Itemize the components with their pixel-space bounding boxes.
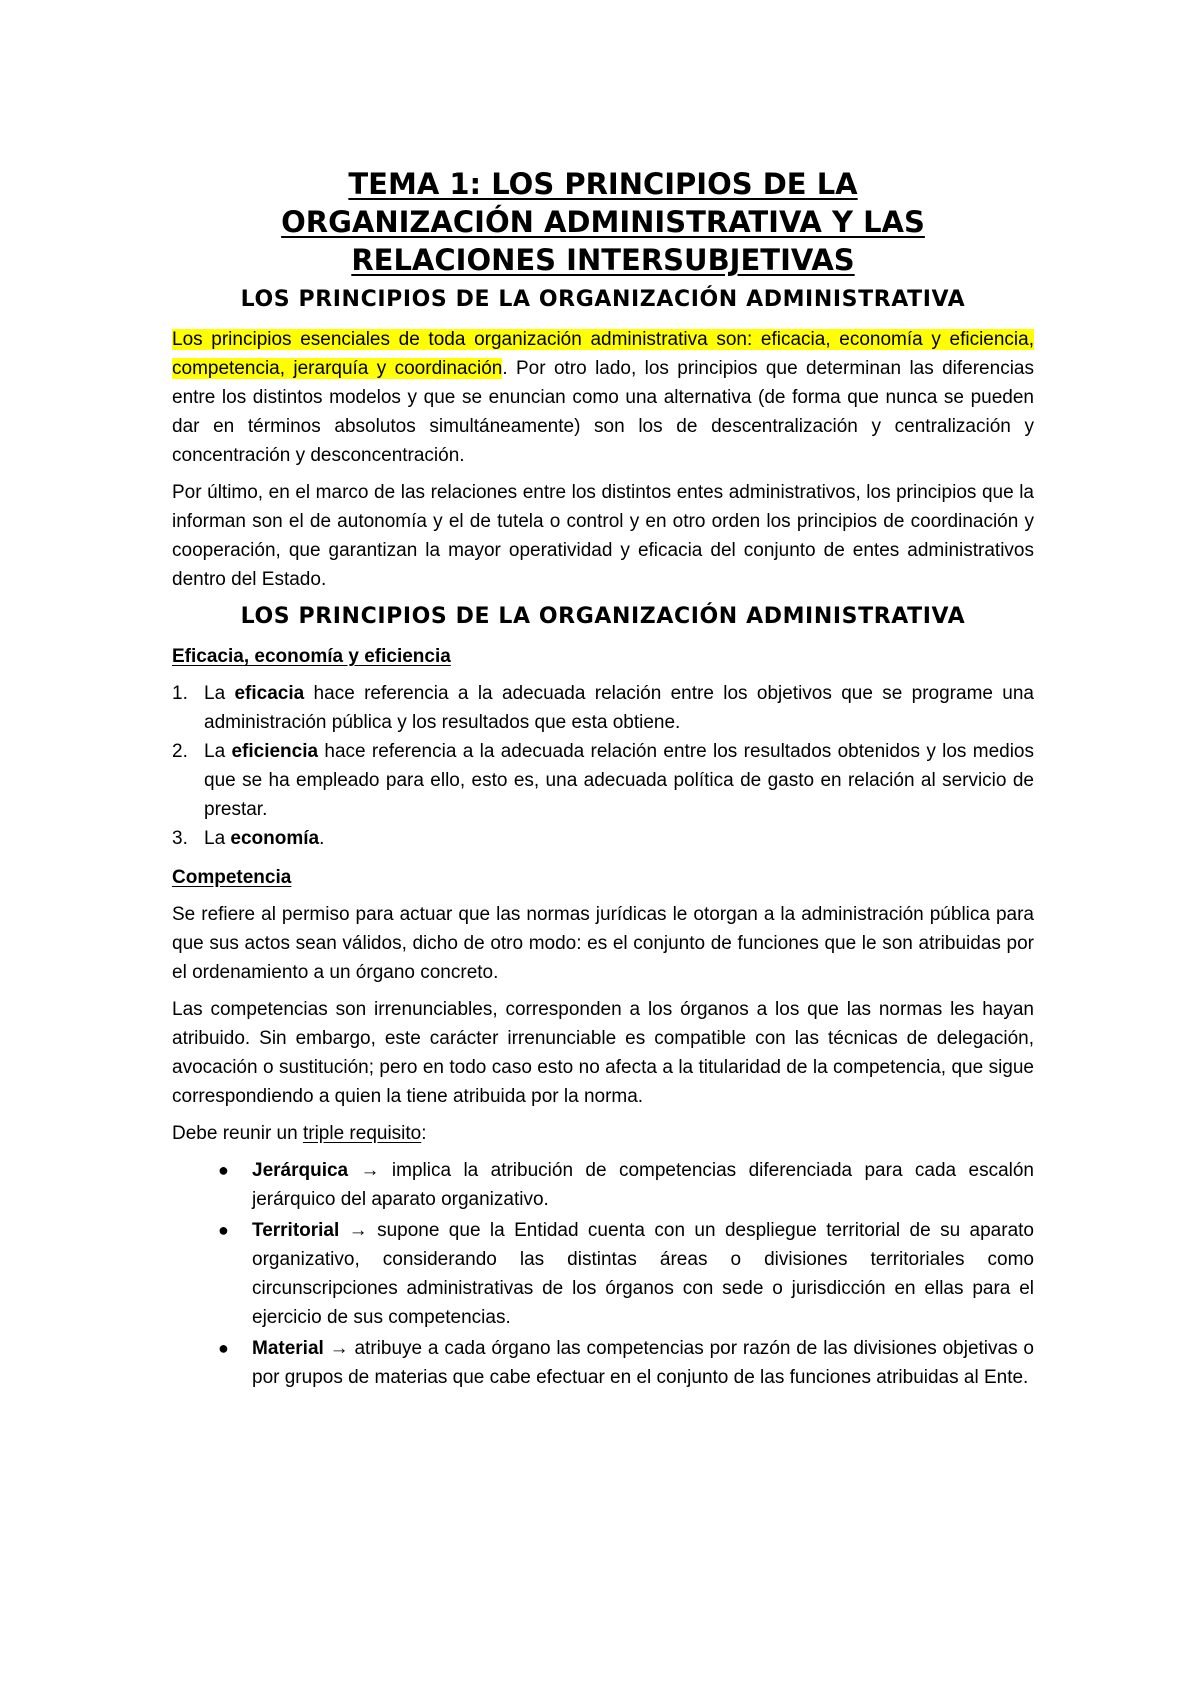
numbered-list xyxy=(172,679,1034,853)
bullet-text: → supone que la Entidad cuenta con un despliegue territorial de su aparato organizativo, considerando las distintas áreas o divisiones territoriales como circunscripciones administrativas de los órganos con sede o jurisdicción en ellas para el ejercicio de sus competencias. xyxy=(252,1220,1034,1328)
paragraph-2: Por último, en el marco de las relaciones entre los distintos entes administrativos, los principios que la informan son el de autonomía y el de tutela o control y en otro orden los principios de coordinación y cooperación, que garantizan la mayor operatividad y eficacia del conjunto de entes administrativos dentro del Estado. xyxy=(172,482,1034,590)
bullet-term: Territorial xyxy=(252,1220,340,1241)
list-item-prefix: La xyxy=(204,683,235,704)
list-item-term: economía xyxy=(230,828,320,849)
list-number: 2. xyxy=(172,741,188,762)
list-item-text: . xyxy=(319,828,325,849)
bullet-item xyxy=(172,1156,1034,1214)
section-heading-1: LOS PRINCIPIOS DE LA ORGANIZACIÓN ADMINISTRATIVA xyxy=(240,287,966,312)
list-item xyxy=(172,824,1034,853)
subheading-eficacia: Eficacia, economía y eficiencia xyxy=(172,646,451,667)
underlined-term: triple requisito xyxy=(302,1123,422,1144)
bullet-text: → atribuye a cada órgano las competencias por razón de las divisiones objetivas o por grupos de materias que cabe efectuar en el conjunto de las funciones atribuidas al Ente. xyxy=(252,1338,1034,1388)
paragraph-1-rest: . Por otro lado, los principios que determinan las diferencias entre los distintos modelos y que se enuncian como una alternativa (de forma que nunca se pueden dar en términos absolutos simultáneamente) son los de descentralización y centralización y concentración y desconcentración. xyxy=(172,358,1034,466)
list-number: 1. xyxy=(172,683,188,704)
list-item xyxy=(172,679,1034,737)
document-title xyxy=(172,165,1034,279)
bullet-icon: ● xyxy=(218,1338,229,1358)
paragraph-4: Las competencias son irrenunciables, corresponden a los órganos a los que las normas les hayan atribuido. Sin embargo, este carácter irrenunciable es compatible con las técnicas de delegación, avocación o sustitución; pero en todo caso esto no afecta a la titularidad de la competencia, que sigue correspondiendo a quien la tiene atribuida por la norma. xyxy=(172,999,1034,1107)
list-item-text: hace referencia a la adecuada relación entre los objetivos que se programe una administración pública y los resultados que esta obtiene. xyxy=(204,683,1035,733)
bullet-text: → implica la atribución de competencias diferenciada para cada escalón jerárquico del aparato organizativo. xyxy=(252,1160,1034,1210)
paragraph-5-prefix: Debe reunir un xyxy=(172,1123,303,1144)
list-number: 3. xyxy=(172,828,188,849)
bullet-item xyxy=(172,1216,1034,1332)
bullet-item xyxy=(172,1334,1034,1392)
bullet-icon: ● xyxy=(218,1220,229,1240)
highlighted-text: Los principios esenciales de toda organización administrativa son: eficacia, economía y eficiencia, competencia, jerarquía y coordinación xyxy=(172,329,1034,379)
bullet-list xyxy=(172,1156,1034,1392)
paragraph-3: Se refiere al permiso para actuar que las normas jurídicas le otorgan a la administración pública para que sus actos sean válidos, dicho de otro modo: es el conjunto de funciones que le son atribuidas por el ordenamiento a un órgano concreto. xyxy=(172,904,1034,983)
bullet-icon: ● xyxy=(218,1160,229,1180)
title-line-2: ORGANIZACIÓN ADMINISTRATIVA Y LAS xyxy=(281,205,925,239)
title-line-1: TEMA 1: LOS PRINCIPIOS DE LA xyxy=(348,167,858,201)
bullet-term: Material xyxy=(252,1338,324,1359)
list-item-text: hace referencia a la adecuada relación entre los resultados obtenidos y los medios que se ha empleado para ello, esto es, una adecuada política de gasto en relación al servicio de prestar. xyxy=(204,741,1034,820)
title-line-3: RELACIONES INTERSUBJETIVAS xyxy=(351,243,855,277)
list-item-prefix: La xyxy=(204,828,231,849)
paragraph-1 xyxy=(172,325,1034,470)
bullet-term: Jerárquica xyxy=(252,1160,349,1181)
section-2-body xyxy=(172,642,1034,1392)
section-1-body xyxy=(172,325,1034,594)
paragraph-5 xyxy=(172,1119,1034,1148)
section-heading-2: LOS PRINCIPIOS DE LA ORGANIZACIÓN ADMINISTRATIVA xyxy=(240,604,966,629)
subheading-competencia: Competencia xyxy=(172,867,292,888)
list-item-term: eficacia xyxy=(234,683,305,704)
list-item-term: eficiencia xyxy=(231,741,319,762)
list-item xyxy=(172,737,1034,824)
paragraph-5-suffix: : xyxy=(421,1123,427,1144)
list-item-prefix: La xyxy=(204,741,232,762)
